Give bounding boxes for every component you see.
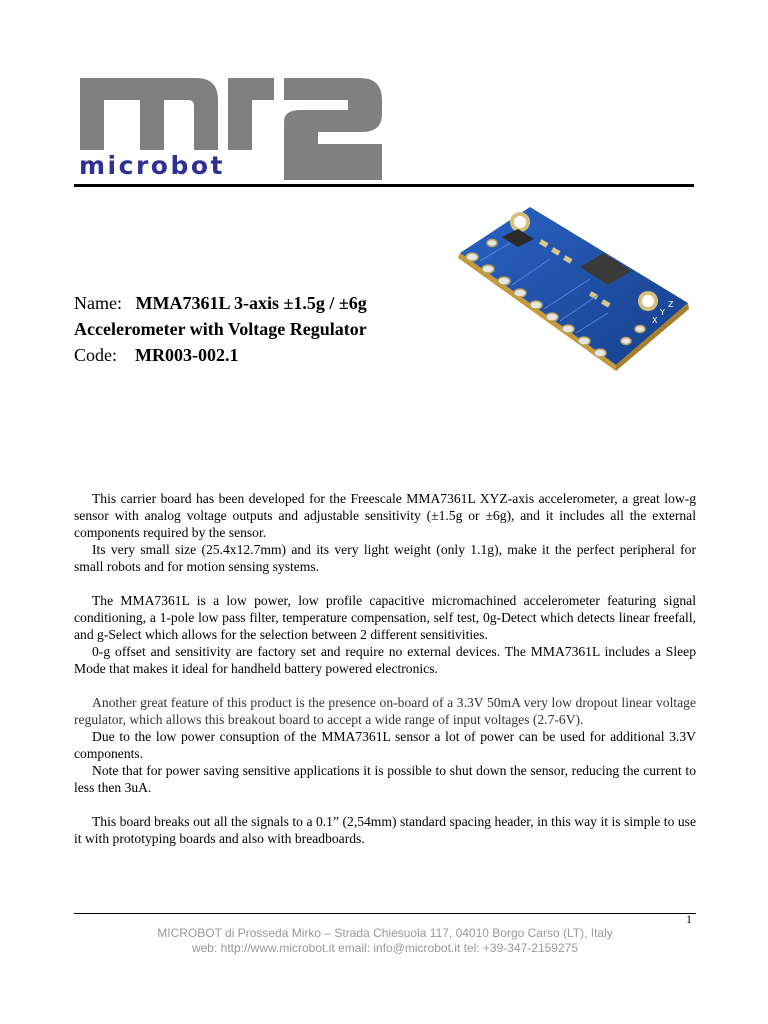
svg-text:Z: Z [668, 300, 674, 309]
code-line [74, 342, 367, 368]
footer [74, 926, 696, 956]
footer-rule [74, 913, 696, 914]
logo-wordmark: microbot [79, 151, 225, 180]
paragraph: Note that for power saving sensitive applications it is possible to shut down the sensor, reducing the current to less then 3uA. [74, 763, 696, 795]
paragraph: This carrier board has been developed for the Freescale MMA7361L XYZ-axis accelerometer, a great low-g sensor with analog voltage outputs and adjustable sensitivity (±1.5g or ±6g), and it includes all the external components required by the sensor. [74, 491, 696, 540]
product-description [74, 490, 696, 847]
svg-text:X: X [652, 316, 658, 325]
name-label: Name: [74, 293, 122, 313]
page-number: 1 [686, 912, 692, 926]
product-title-block [74, 290, 367, 368]
pcb-board-image [440, 195, 696, 375]
paragraph: 0-g offset and sensitivity are factory set and require no external devices. The MMA7361L includes a Sleep Mode that makes it ideal for handheld battery powered electronics. [74, 644, 696, 676]
product-subtitle: Accelerometer with Voltage Regulator [74, 319, 367, 339]
footer-address: MICROBOT di Prosseda Mirko – Strada Chiesuola 117, 04010 Borgo Carso (LT), Italy [157, 926, 613, 940]
svg-text:Y: Y [660, 308, 665, 317]
paragraph: Due to the low power consuption of the MMA7361L sensor a lot of power can be used for additional 3.3V components. [74, 729, 696, 761]
paragraph: This board breaks out all the signals to a 0.1” (2,54mm) standard spacing header, in this way it is simple to use it with prototyping boards and also with breadboards. [74, 814, 696, 846]
paragraph: Another great feature of this product is the presence on-board of a 3.3V 50mA very low dropout linear voltage regulator, which allows this breakout board to accept a wide range of input voltages (2.7-6V). [74, 695, 696, 727]
code-label: Code: [74, 345, 117, 365]
product-name: MMA7361L 3-axis ±1.5g / ±6g [135, 293, 367, 313]
paragraph: Its very small size (25.4x12.7mm) and its very light weight (only 1.1g), make it the perfect peripheral for small robots and for motion sensing systems. [74, 542, 696, 574]
name-line [74, 290, 367, 316]
footer-contact: web: http://www.microbot.it email: info@microbot.it tel: +39-347-2159275 [191, 941, 579, 955]
product-code: MR003-002.1 [135, 345, 239, 365]
header-rule [74, 184, 694, 187]
paragraph: The MMA7361L is a low power, low profile capacitive micromachined accelerometer featuring signal conditioning, a 1-pole low pass filter, temperature compensation, self test, 0g-Detect which detects linear freefall, and g-Select which allows for the selection between 2 different sensitivities. [74, 593, 696, 642]
